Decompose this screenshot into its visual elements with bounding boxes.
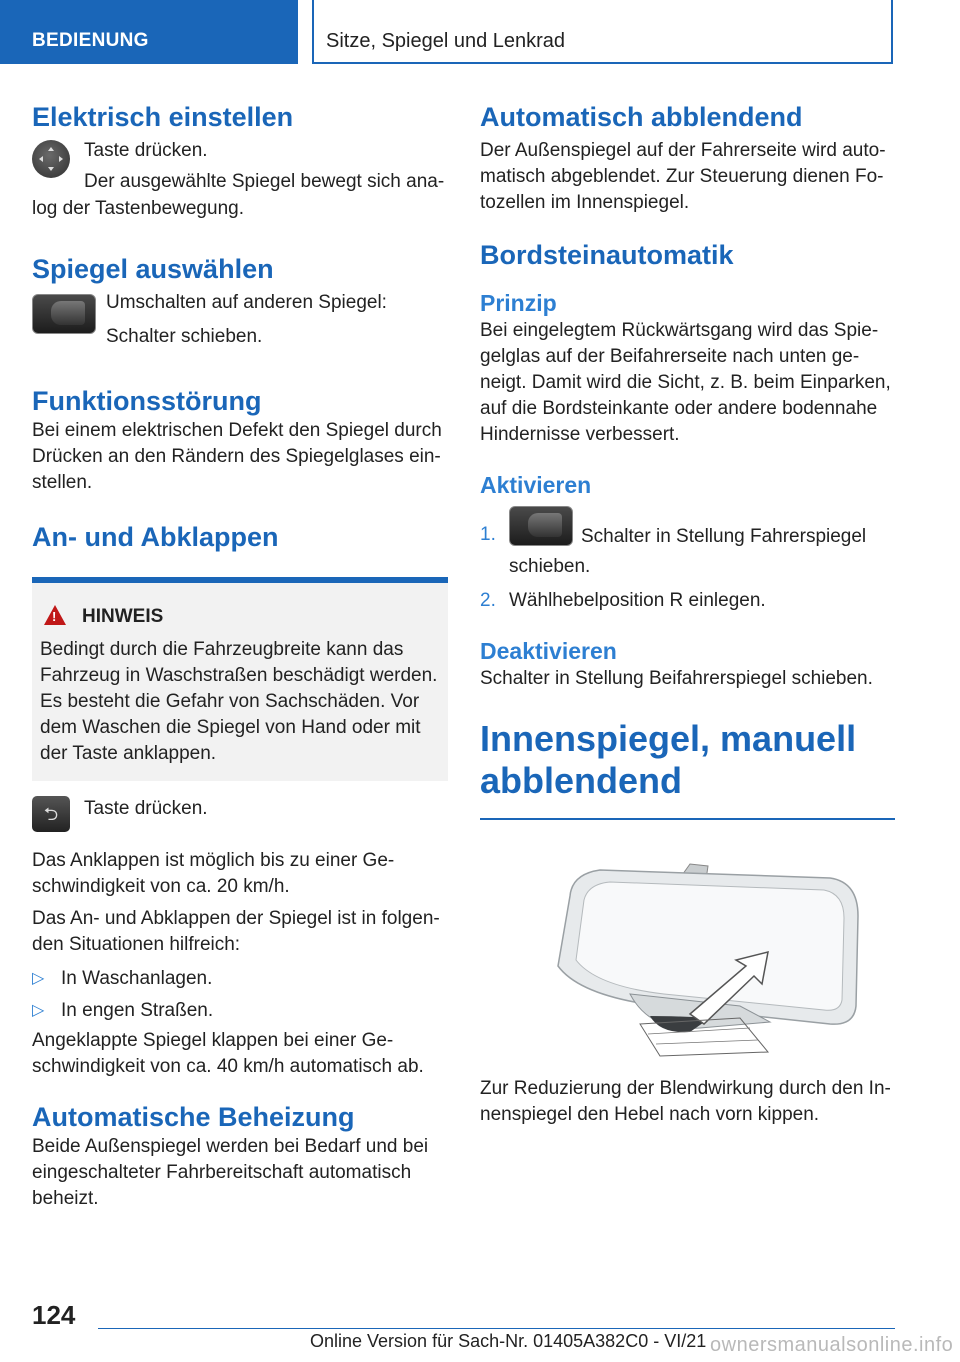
list-item: ▷ In Waschanlagen. (32, 966, 448, 992)
fold-mirror-button-icon: ⮌ (32, 796, 70, 832)
abblendend-line1: Der Außenspiegel auf der Fahrerseite wird auto- (480, 140, 886, 161)
notice-line4: dem Waschen die Spiegel von Hand oder mit (40, 717, 421, 738)
heading-bordstein: Bordsteinautomatik (480, 240, 734, 270)
stoerung-line3: stellen. (32, 472, 93, 493)
mirror-caption (480, 1076, 895, 1128)
auswaehlen-row (32, 286, 448, 354)
warning-icon (44, 605, 66, 625)
elektrisch-line3: log der Tastenbewegung. (32, 198, 244, 219)
caption-line2: nenspiegel den Hebel nach vorn kippen. (480, 1104, 820, 1125)
right-column (480, 100, 895, 802)
mirror-adjust-button-icon (32, 140, 70, 178)
heading-abblendend: Automatisch abblendend (480, 102, 803, 132)
abklappen-p2-line2: den Situationen hilfreich: (32, 934, 241, 955)
footer-text: Online Version für Sach-Nr. 01405A382C0 - VI/21 (310, 1331, 707, 1351)
elektrisch-line1: Taste drücken. (84, 140, 208, 161)
abblendend-line2: matisch abgeblendet. Zur Steuerung dienen Fo- (480, 166, 884, 187)
list-item (480, 588, 895, 614)
step-text-continued: schieben. (509, 556, 591, 577)
step-text: Wählhebelposition R einlegen. (509, 590, 766, 611)
rearview-mirror-image (540, 856, 860, 1066)
heading-beheizung: Automatische Beheizung (32, 1102, 355, 1132)
notice-box (32, 577, 448, 781)
triangle-bullet-icon: ▷ (32, 1002, 45, 1019)
step-number: 1. (480, 524, 496, 545)
notice-line2: Fahrzeug in Waschstraßen beschädigt werden. (40, 665, 438, 686)
triangle-bullet-icon: ▷ (32, 970, 45, 987)
prinzip-line3: neigt. Damit wird die Sicht, z. B. beim Einparken, (480, 372, 891, 393)
notice-title: HINWEIS (82, 606, 164, 627)
watermark: ownersmanualsonline.info (710, 1334, 954, 1356)
stoerung-line1: Bei einem elektrischen Defekt den Spiegel durch (32, 420, 442, 441)
auswaehlen-line2: Schalter schieben. (106, 326, 263, 347)
auswaehlen-line1: Umschalten auf anderen Spiegel: (106, 292, 387, 313)
section-rule (480, 818, 895, 820)
section-tab (0, 0, 298, 64)
prinzip-line2: gelglas auf der Beifahrerseite nach unten ge- (480, 346, 860, 367)
beheizung-line1: Beide Außenspiegel werden bei Bedarf und bei (32, 1136, 429, 1157)
heading-innenspiegel-line2: abblendend (480, 760, 683, 801)
notice-line5: der Taste anklappen. (40, 743, 217, 764)
chapter-tab (312, 0, 893, 64)
abklappen-p2-line1: Das An- und Abklappen der Spiegel ist in folgen- (32, 908, 440, 929)
abblendend-line3: tozellen im Innenspiegel. (480, 192, 690, 213)
heading-auswaehlen: Spiegel auswählen (32, 254, 274, 284)
deaktivieren-text: Schalter in Stellung Beifahrerspiegel schieben. (480, 668, 873, 689)
chapter-label: Sitze, Spiegel und Lenkrad (326, 30, 566, 52)
footer-rule (98, 1328, 895, 1329)
elektrisch-line2: Der ausgewählte Spiegel bewegt sich ana- (84, 171, 445, 192)
fold-taste-text: Taste drücken. (84, 798, 208, 819)
mirror-switch-icon (32, 294, 96, 334)
notice-line1: Bedingt durch die Fahrzeugbreite kann das (40, 639, 404, 660)
beheizung-line2: eingeschalteter Fahrbereitschaft automatisch (32, 1162, 412, 1183)
heading-stoerung: Funktionsstörung (32, 386, 262, 416)
abklappen-p3-line1: Angeklappte Spiegel klappen bei einer Ge- (32, 1030, 394, 1051)
fold-row (32, 794, 448, 842)
mirror-switch-icon (509, 506, 573, 546)
beheizung-line3: beheizt. (32, 1188, 99, 1209)
notice-line3: Es besteht die Gefahr von Sachschäden. Vor (40, 691, 420, 712)
heading-abklappen: An- und Abklappen (32, 522, 279, 552)
heading-elektrisch: Elektrisch einstellen (32, 102, 294, 132)
abklappen-p1-line1: Das Anklappen ist möglich bis zu einer Ge- (32, 850, 395, 871)
heading-innenspiegel-line1: Innenspiegel, manuell (480, 718, 857, 759)
spacer (32, 577, 448, 578)
left-column (32, 100, 448, 1209)
stoerung-line2: Drücken an den Rändern des Spiegelglases ein- (32, 446, 441, 467)
step-text: Schalter in Stellung Fahrerspiegel (581, 526, 867, 547)
abklappen-body (32, 794, 448, 1212)
elektrisch-row (32, 134, 448, 192)
page-number: 124 (32, 1300, 76, 1330)
prinzip-line5: Hindernisse verbessert. (480, 424, 680, 445)
heading-prinzip: Prinzip (480, 290, 557, 316)
abklappen-p1-line2: schwindigkeit von ca. 20 km/h. (32, 876, 290, 897)
step-number: 2. (480, 590, 496, 611)
heading-deaktivieren: Deaktivieren (480, 638, 617, 664)
caption-line1: Zur Reduzierung der Blendwirkung durch den In- (480, 1078, 891, 1099)
prinzip-line1: Bei eingelegtem Rückwärtsgang wird das Spie- (480, 320, 879, 341)
prinzip-line4: auf die Bordsteinkante oder andere bodennahe (480, 398, 878, 419)
abklappen-p3-line2: schwindigkeit von ca. 40 km/h automatisch ab. (32, 1056, 424, 1077)
heading-aktivieren: Aktivieren (480, 472, 592, 498)
list-item: ▷ In engen Straßen. (32, 998, 448, 1024)
section-label: BEDIENUNG (32, 30, 149, 51)
